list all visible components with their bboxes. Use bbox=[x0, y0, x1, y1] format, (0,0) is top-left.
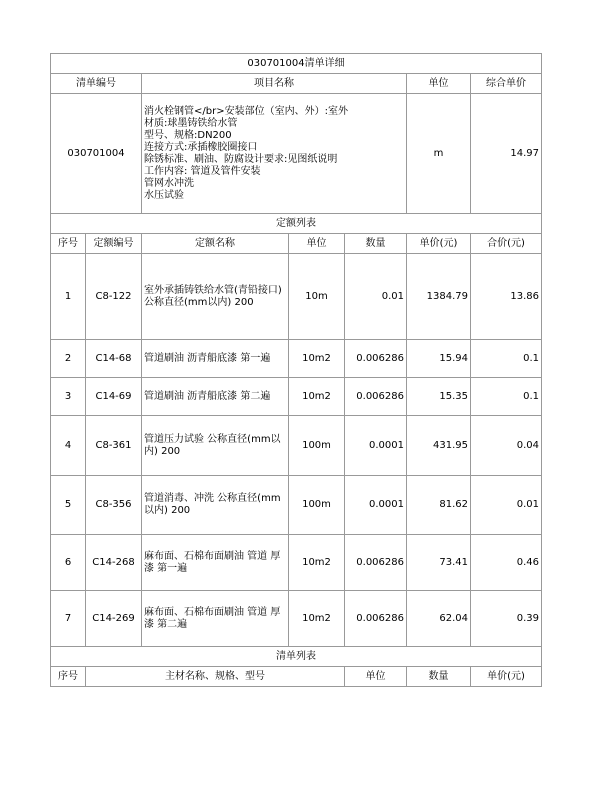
quota-qty: 0.006286 bbox=[345, 535, 407, 591]
sheet-title: 030701004清单详细 bbox=[51, 54, 542, 74]
quota-name: 管道压力试验 公称直径(mm以内) 200 bbox=[142, 416, 289, 476]
quota-price: 62.04 bbox=[407, 591, 471, 647]
quota-name: 麻布面、石棉布面刷油 管道 厚漆 第一遍 bbox=[142, 535, 289, 591]
quota-seq: 2 bbox=[51, 340, 86, 378]
quota-seq-header: 序号 bbox=[51, 234, 86, 254]
list-unit-price-header: 综合单价 bbox=[471, 74, 542, 94]
quota-name: 管道刷油 沥青船底漆 第一遍 bbox=[142, 340, 289, 378]
detail-sheet-table bbox=[50, 53, 542, 687]
quota-seq: 3 bbox=[51, 378, 86, 416]
quota-seq: 1 bbox=[51, 254, 86, 340]
quota-price: 1384.79 bbox=[407, 254, 471, 340]
quota-header-row bbox=[51, 234, 542, 254]
description-line: 水压试验 bbox=[144, 189, 184, 201]
quota-row bbox=[51, 591, 542, 647]
material-section-title: 清单列表 bbox=[51, 647, 542, 667]
list-header-row bbox=[51, 74, 542, 94]
quota-unit: 100m bbox=[289, 476, 345, 535]
quota-row bbox=[51, 340, 542, 378]
quota-unit: 10m2 bbox=[289, 591, 345, 647]
quota-row bbox=[51, 476, 542, 535]
quota-qty: 0.006286 bbox=[345, 340, 407, 378]
description-line: 工作内容: 管道及管件安装 bbox=[144, 165, 261, 177]
quota-price: 73.41 bbox=[407, 535, 471, 591]
quota-total: 0.39 bbox=[471, 591, 542, 647]
quota-name: 管道刷油 沥青船底漆 第二遍 bbox=[142, 378, 289, 416]
quota-row bbox=[51, 254, 542, 340]
quota-price: 15.94 bbox=[407, 340, 471, 378]
quota-code: C8-122 bbox=[86, 254, 142, 340]
quota-unit: 10m bbox=[289, 254, 345, 340]
quota-section-row bbox=[51, 214, 542, 234]
description-line: 消火栓钢管</br>安装部位（室内、外）:室外 bbox=[144, 105, 348, 117]
quota-row bbox=[51, 378, 542, 416]
quota-total: 13.86 bbox=[471, 254, 542, 340]
material-section-row bbox=[51, 647, 542, 667]
quota-row bbox=[51, 535, 542, 591]
quota-name: 室外承插铸铁给水管(青铅接口) 公称直径(mm以内) 200 bbox=[142, 254, 289, 340]
material-unit-header: 单位 bbox=[345, 667, 407, 687]
quota-seq: 4 bbox=[51, 416, 86, 476]
description-line: 管网水冲洗 bbox=[144, 177, 194, 189]
quota-qty-header: 数量 bbox=[345, 234, 407, 254]
quota-unit: 10m2 bbox=[289, 535, 345, 591]
list-name-header: 项目名称 bbox=[142, 74, 407, 94]
quota-name: 麻布面、石棉布面刷油 管道 厚漆 第二遍 bbox=[142, 591, 289, 647]
description-line: 连接方式:承插橡胶圈接口 bbox=[144, 141, 258, 153]
quota-total-header: 合价(元) bbox=[471, 234, 542, 254]
quota-code: C14-69 bbox=[86, 378, 142, 416]
list-item-unit-price: 14.97 bbox=[471, 94, 542, 214]
material-qty-header: 数量 bbox=[407, 667, 471, 687]
quota-name: 管道消毒、冲洗 公称直径(mm以内) 200 bbox=[142, 476, 289, 535]
list-item-unit: m bbox=[407, 94, 471, 214]
quota-code: C8-361 bbox=[86, 416, 142, 476]
material-price-header: 单价(元) bbox=[471, 667, 542, 687]
title-row bbox=[51, 54, 542, 74]
quota-unit: 10m2 bbox=[289, 378, 345, 416]
description-line: 材质:球墨铸铁给水管 bbox=[144, 117, 238, 129]
quota-section-title: 定额列表 bbox=[51, 214, 542, 234]
quota-code: C8-356 bbox=[86, 476, 142, 535]
quota-total: 0.04 bbox=[471, 416, 542, 476]
quota-seq: 5 bbox=[51, 476, 86, 535]
quota-price-header: 单价(元) bbox=[407, 234, 471, 254]
quota-code: C14-68 bbox=[86, 340, 142, 378]
quota-total: 0.46 bbox=[471, 535, 542, 591]
quota-unit: 100m bbox=[289, 416, 345, 476]
description-line: 除锈标准、刷油、防腐设计要求:见图纸说明 bbox=[144, 153, 338, 165]
quota-code: C14-269 bbox=[86, 591, 142, 647]
quota-qty: 0.006286 bbox=[345, 378, 407, 416]
quota-code-header: 定额编号 bbox=[86, 234, 142, 254]
list-item-description bbox=[142, 94, 407, 214]
list-item-row bbox=[51, 94, 542, 214]
list-code-header: 清单编号 bbox=[51, 74, 142, 94]
quota-unit-header: 单位 bbox=[289, 234, 345, 254]
description-line: 型号、规格:DN200 bbox=[144, 129, 232, 141]
quota-seq: 6 bbox=[51, 535, 86, 591]
quota-total: 0.1 bbox=[471, 378, 542, 416]
quota-qty: 0.0001 bbox=[345, 416, 407, 476]
quota-qty: 0.006286 bbox=[345, 591, 407, 647]
quota-qty: 0.0001 bbox=[345, 476, 407, 535]
material-seq-header: 序号 bbox=[51, 667, 86, 687]
quota-price: 81.62 bbox=[407, 476, 471, 535]
list-item-code: 030701004 bbox=[51, 94, 142, 214]
quota-price: 431.95 bbox=[407, 416, 471, 476]
quota-total: 0.1 bbox=[471, 340, 542, 378]
list-unit-header: 单位 bbox=[407, 74, 471, 94]
material-name-header: 主材名称、规格、型号 bbox=[86, 667, 345, 687]
material-header-row bbox=[51, 667, 542, 687]
quota-seq: 7 bbox=[51, 591, 86, 647]
quota-qty: 0.01 bbox=[345, 254, 407, 340]
quota-price: 15.35 bbox=[407, 378, 471, 416]
quota-unit: 10m2 bbox=[289, 340, 345, 378]
quota-code: C14-268 bbox=[86, 535, 142, 591]
quota-total: 0.01 bbox=[471, 476, 542, 535]
quota-name-header: 定额名称 bbox=[142, 234, 289, 254]
quota-row bbox=[51, 416, 542, 476]
